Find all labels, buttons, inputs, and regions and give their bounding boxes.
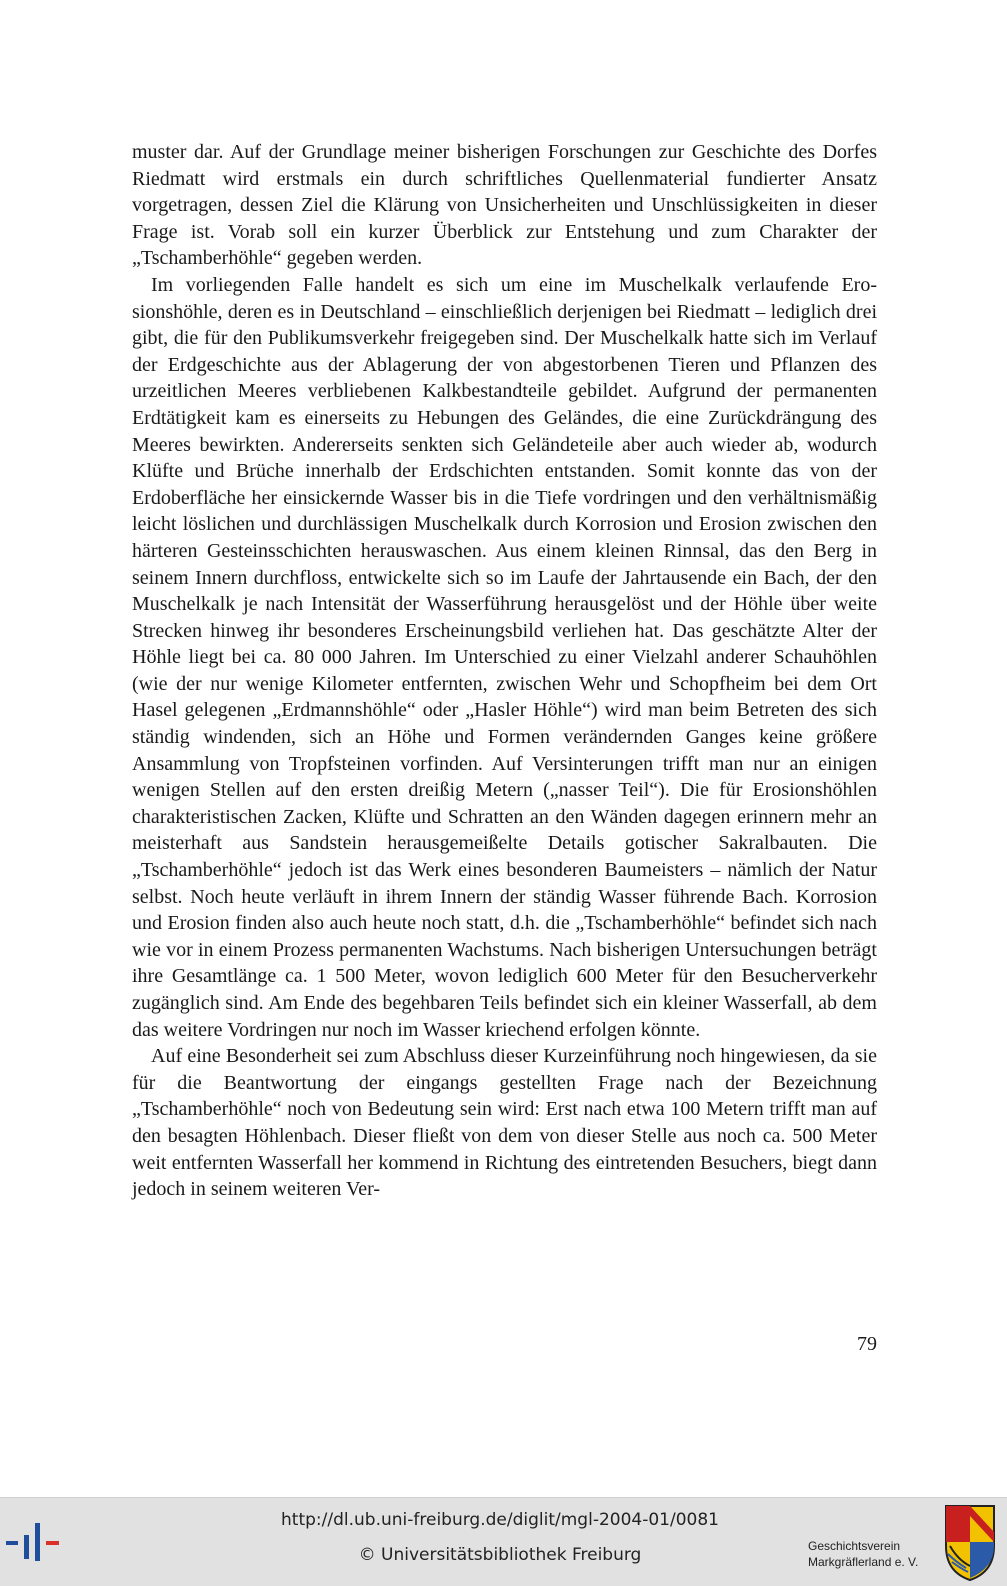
footer-bar [0,1497,1007,1586]
society-line-1: Geschichtsverein [808,1539,901,1553]
document-url-link[interactable]: http://dl.ub.uni-freiburg.de/diglit/mgl-2004-01/0081 [281,1510,719,1530]
paragraph-3: Auf eine Besonderheit sei zum Abschluss dieser Kurzeinführung noch hingewiesen, da sie für die Beantwortung der eingangs gestellten Frage nach der Bezeichnung „Tschamberhöhle“ noch von Bedeutung sein wird: Erst nach etwa 100 Metern trifft man auf den besagten Höhlenbach. Dieser fließt von dem von dieser Stelle aus noch ca. 500 Meter weit entfernten Wasserfall her kommend in Richtung des eintretenden Besuchers, biegt dann jedoch in seinem weiteren Ver- [132,1045,877,1201]
markgraeflerland-crest-icon [942,1502,998,1582]
page-number: 79 [857,1333,877,1355]
paragraph-1: muster dar. Auf der Grundlage meiner bisherigen Forschungen zur Geschichte des Dorfes Riedmatt wird erstmals ein durch schriftliches Quellenmaterial fundierter Ansatz vorgetragen, dessen Ziel die Klärung von Unsicherheiten und Unschlüssigkeiten in dieser Frage ist. Vorab soll ein kurzer Überblick zur Entstehung und zum Charakter der „Tschamberhöhle“ gegeben werden. [132,141,877,270]
society-line-2: Markgräflerland e. V. [808,1555,919,1569]
paragraph-2: Im vorliegenden Falle handelt es sich um eine im Muschelkalk verlaufende Erosionshöhle, deren es in Deutschland – einschließlich derjenigen bei Riedmatt – lediglich drei gibt, die für den Publikumsverkehr freigegeben sind. Der Muschelkalk hatte sich im Verlauf der Erdgeschichte aus der Ablagerung der von abgestorbenen Tieren und Pflanzen des urzeitlichen Meeres verbliebenen Kalkbestandteile gebildet. Aufgrund der permanenten Erdtätigkeit kam es einerseits zu Hebungen des Geländes, die eine Zurückdrängung des Meeres bewirkten. Andererseits senkten sich Geländeteile aber auch wieder ab, wodurch Klüfte und Brüche innerhalb der Erdschichten entstanden. Somit konnte das von der Erdoberfläche her einsickernde Wasser bis in die Tiefe vordringen und den verhältnismäßig leicht löslichen und durchlässigen Muschelkalk durch Korrosion und Erosion zwischen den härteren Gesteinsschichten herauswaschen. Aus einem kleinen Rinnsal, das den Berg in seinem Innern durchfloss, entwickelte sich so im Laufe der Jahrtausende ein Bach, der den Muschelkalk je nach Intensität der Wasserführung herausgelöst und der Höhle über weite Strecken hinweg ihr besonderes Erscheinungsbild verliehen hat. Das geschätzte Alter der Höhle liegt bei ca. 80 000 Jahren. Im Unterschied zu einer Vielzahl anderer Schauhöhlen (wie der nur wenige Kilometer entfernten, zwischen Wehr und Schopfheim bei dem Ort Hasel gelegenen „Erdmannshöhle“ oder „Hasler Höhle“) wird man beim Betreten des sich ständig windenden, sich an Höhe und Formen verändernden Ganges keine größere Ansammlung von Tropfsteinen vorfinden. Auf Versinterungen trifft man nur an einigen wenigen Stellen auf den ersten dreißig Metern („nasser Teil“). Die für Erosionshöhlen charakteristischen Zacken, Klüfte und Schratten an den Wänden dagegen erinnern mehr an meisterhaft aus Sandstein herausgemeißelte Details gotischer Sakralbauten. Die „Tschamberhöhle“ jedoch ist das Werk eines besonderen Baumeisters – nämlich der Natur selbst. Noch heute verläuft in ihrem Innern der ständig Wasser führende Bach. Korrosion und Erosion finden also auch heute noch statt, d.h. die „Tschamberhöhle“ befindet sich nach wie vor in einem Prozess permanenten Wachstums. Nach bisherigen Untersuchungen beträgt ihre Gesamtlänge ca. 1 500 Meter, wovon lediglich 600 Meter für den Besucherverkehr zugänglich sind. Am Ende des begehbaren Teils befindet sich ein kleiner Wasserfall, ab dem das weitere Vordringen nur noch im Wasser kriechend erfolgen könnte. [132,273,877,1041]
body-text [132,139,877,1203]
copyright-text: © Universitätsbibliothek Freiburg [358,1545,642,1565]
ub-freiburg-logo-icon [4,1521,68,1565]
society-name [808,1538,938,1570]
